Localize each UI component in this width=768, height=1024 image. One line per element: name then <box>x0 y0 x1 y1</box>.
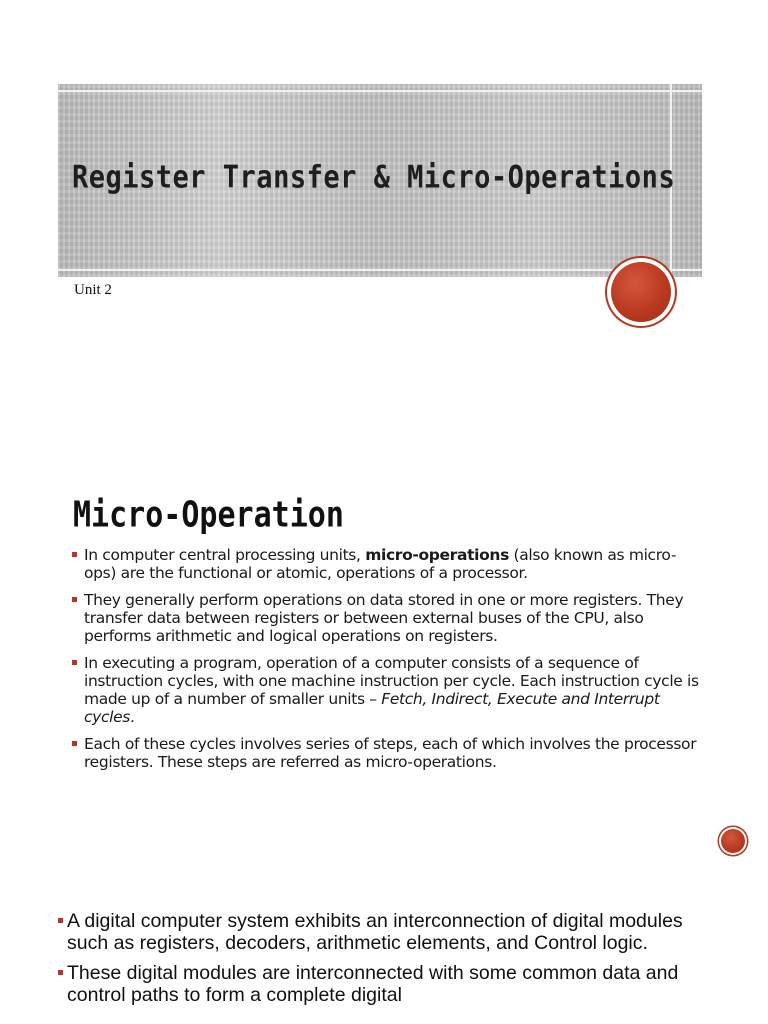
bullet-list <box>72 546 704 780</box>
bullet-italic-text: Fetch, Indirect, Execute and Interrupt cycles <box>84 690 660 726</box>
bullet-icon <box>72 552 77 557</box>
bullet-text: These digital modules are interconnected with some common data and control paths to form a complete digital <box>67 962 679 1006</box>
bullet-icon <box>72 660 77 665</box>
section-heading: Micro-Operation <box>73 494 344 536</box>
decorative-circle-icon <box>719 827 747 855</box>
list-item <box>58 962 708 1006</box>
bullet-text: In executing a program, operation of a computer consists of a sequence of instruction cycles, with one machine instruction per cycle. Each instruction cycle is made up of a number of smaller units – <box>84 654 699 708</box>
bullet-bold-text: micro-operations <box>365 546 509 564</box>
digital-system-slide <box>0 860 768 1024</box>
list-item <box>72 654 704 726</box>
bullet-text: They generally perform operations on data stored in one or more registers. They transfer data between registers or between external buses of the CPU, also performs arithmetic and logical operations on registers. <box>84 591 684 645</box>
list-item <box>58 910 708 954</box>
bullet-text: (also known as micro-ops) are the functional or atomic, operations of a processor. <box>84 546 677 582</box>
bullet-icon <box>72 741 77 746</box>
bullet-text: A digital computer system exhibits an interconnection of digital modules such as registers, decoders, arithmetic elements, and Control logic. <box>67 910 683 954</box>
bullet-text: In computer central processing units, <box>84 546 366 564</box>
title-slide <box>0 0 768 430</box>
decorative-circle-icon <box>607 258 675 326</box>
slide-subtitle: Unit 2 <box>74 282 112 298</box>
micro-operation-slide <box>0 430 768 860</box>
bullet-icon <box>58 918 63 923</box>
band-line-bottom <box>58 269 702 271</box>
bullet-icon <box>72 597 77 602</box>
list-item <box>72 591 704 645</box>
bullet-text: Each of these cycles involves series of steps, each of which involves the processor registers. These steps are referred as micro-operations. <box>84 735 697 771</box>
slide-title: Register Transfer & Micro-Operations <box>72 160 676 196</box>
band-line-top <box>58 90 702 92</box>
list-item <box>72 546 704 582</box>
list-item <box>72 735 704 771</box>
bullet-text: . <box>130 708 135 726</box>
bullet-icon <box>58 970 63 975</box>
bullet-list <box>58 910 708 1014</box>
